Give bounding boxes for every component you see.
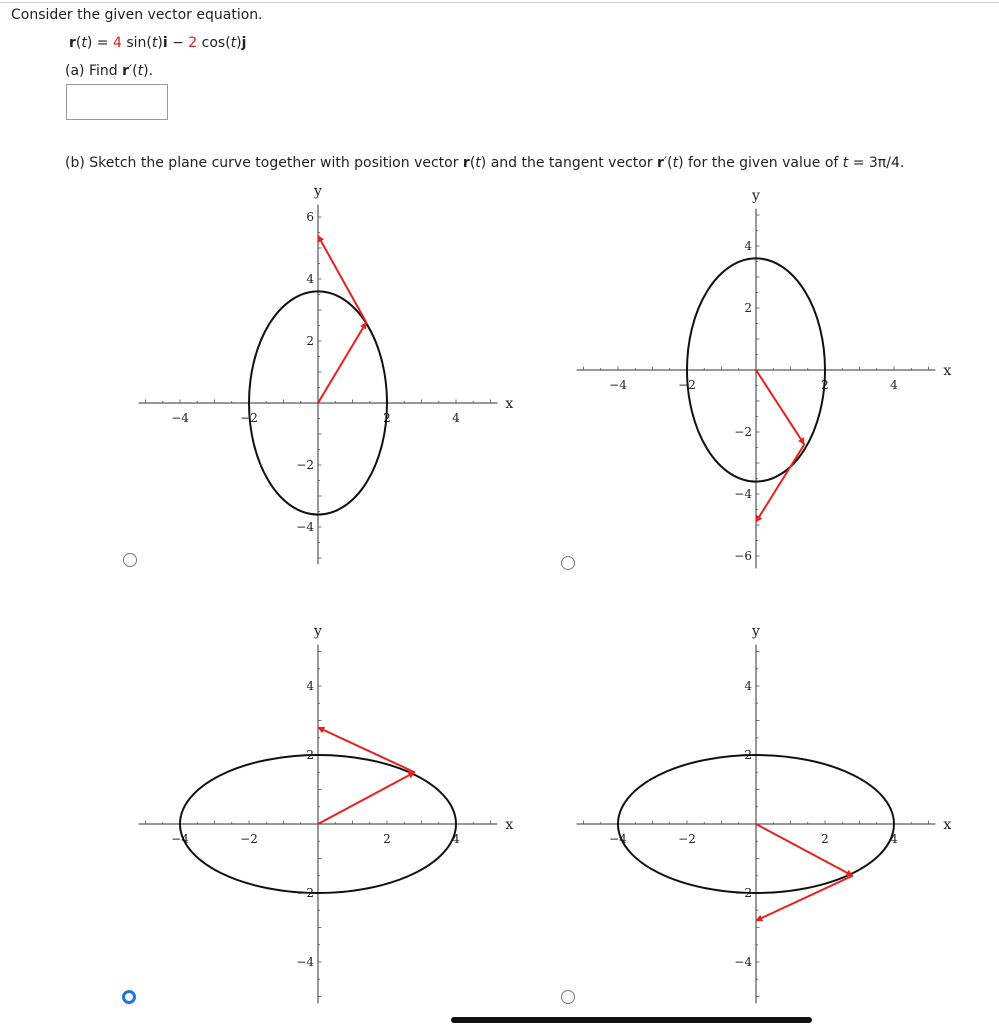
option-2-y-tick-label: −2 [734,425,752,439]
eq-coef-j: 2 [188,35,198,51]
option-3-radio[interactable] [122,990,136,1004]
question-intro: Consider the given vector equation. [11,7,263,23]
eq-t: t [81,35,87,51]
option-2-y-tick-label: 2 [744,301,752,315]
eq-cos: cos( [197,35,231,51]
option-4-position-vector [756,824,853,876]
part-b-t3: t [842,155,849,171]
option-3-y-tick-label: −4 [296,955,314,969]
option-4-x-tick-label: −2 [678,832,696,846]
part-b-t2: t [672,155,679,171]
part-b-prefix: (b) Sketch the plane curve together with position vector [65,155,463,171]
part-b-mid1: ) and the tangent vector [480,155,658,171]
eq-j: j [241,35,247,51]
option-2-y-axis-label: y [752,187,760,204]
option-3-x-tick-label: −4 [171,832,189,846]
part-b-r2: r [657,155,664,171]
option-4-radio[interactable] [561,990,575,1004]
part-a-r: r [122,63,129,79]
option-2-y-tick-label: 4 [744,239,752,253]
option-2-x-tick-label: −4 [609,378,627,392]
option-4-y-tick-label: −2 [734,886,752,900]
part-b-t1: t [475,155,481,171]
option-1-y-tick-label: 2 [306,334,314,348]
eq-sin: sin( [121,35,152,51]
option-1-y-tick-label: −2 [296,458,314,472]
eq-close-i: ) [157,35,163,51]
part-a-open: ′( [129,63,138,79]
eq-t3: t [230,35,237,51]
eq-t2: t [151,35,158,51]
eq-close-j: ) [236,35,242,51]
option-1-x-tick-label: −2 [240,411,258,425]
option-1-x-tick-label: 4 [452,411,460,425]
option-4-y-tick-label: −4 [734,955,752,969]
option-3-x-tick-label: 2 [383,832,391,846]
option-1-x-tick-label: 2 [383,411,391,425]
option-2-y-tick-label: −4 [734,487,752,501]
option-1-tangent-vector [318,236,366,323]
option-1-y-axis-label: y [314,183,322,200]
option-4-y-tick-label: 2 [744,748,752,762]
option-2-position-vector [756,370,804,444]
option-2-x-tick-label: 2 [821,378,829,392]
eq-r: r [69,35,76,51]
option-4-x-tick-label: 4 [890,832,898,846]
option-3-x-tick-label: 4 [452,832,460,846]
option-2-x-tick-label: −2 [678,378,696,392]
eq-coef-i: 4 [112,35,122,51]
option-1-y-tick-label: 6 [306,210,314,224]
option-1-radio[interactable] [123,553,137,567]
part-b-open2: ′( [663,155,673,171]
part-a-prefix: (a) Find [65,63,123,79]
option-2-y-tick-label: −6 [734,549,752,563]
option-2-tangent-vector [756,444,804,522]
option-4-tangent-vector [756,876,853,921]
eq-close: ) = [86,35,113,51]
part-b-value: = 3π/4. [848,155,905,171]
option-1-y-tick-label: −4 [296,520,314,534]
option-4-x-axis-label: x [943,817,952,833]
horizontal-scrollbar[interactable] [451,1017,812,1023]
option-2-x-tick-label: 4 [890,378,898,392]
eq-minus: − [167,35,189,51]
option-3-y-tick-label: 4 [306,679,314,693]
part-b-r1: r [462,155,470,171]
option-2-x-axis-label: x [943,363,952,379]
option-3-y-axis-label: y [314,623,322,640]
option-3-position-vector [318,772,415,824]
eq-open: ( [75,35,82,51]
option-3-tangent-vector [318,727,415,772]
option-4-x-tick-label: −4 [609,832,627,846]
option-4-x-tick-label: 2 [821,832,829,846]
option-1-y-tick-label: 4 [306,272,314,286]
part-a-close: ). [143,63,154,79]
option-3-x-tick-label: −2 [240,832,258,846]
option-3-x-axis-label: x [505,817,514,833]
option-2-radio[interactable] [561,556,575,570]
eq-i: i [162,35,168,51]
part-a-t: t [137,63,144,79]
part-b-mid2: ) for the given value of [678,155,843,171]
option-4-y-tick-label: 4 [744,679,752,693]
option-4-y-axis-label: y [752,623,760,640]
part-b-open1: ( [469,155,476,171]
option-3-y-tick-label: −2 [296,886,314,900]
option-1-position-vector [318,322,366,403]
option-3-y-tick-label: 2 [306,748,314,762]
option-1-x-axis-label: x [505,396,514,412]
option-1-x-tick-label: −4 [171,411,189,425]
